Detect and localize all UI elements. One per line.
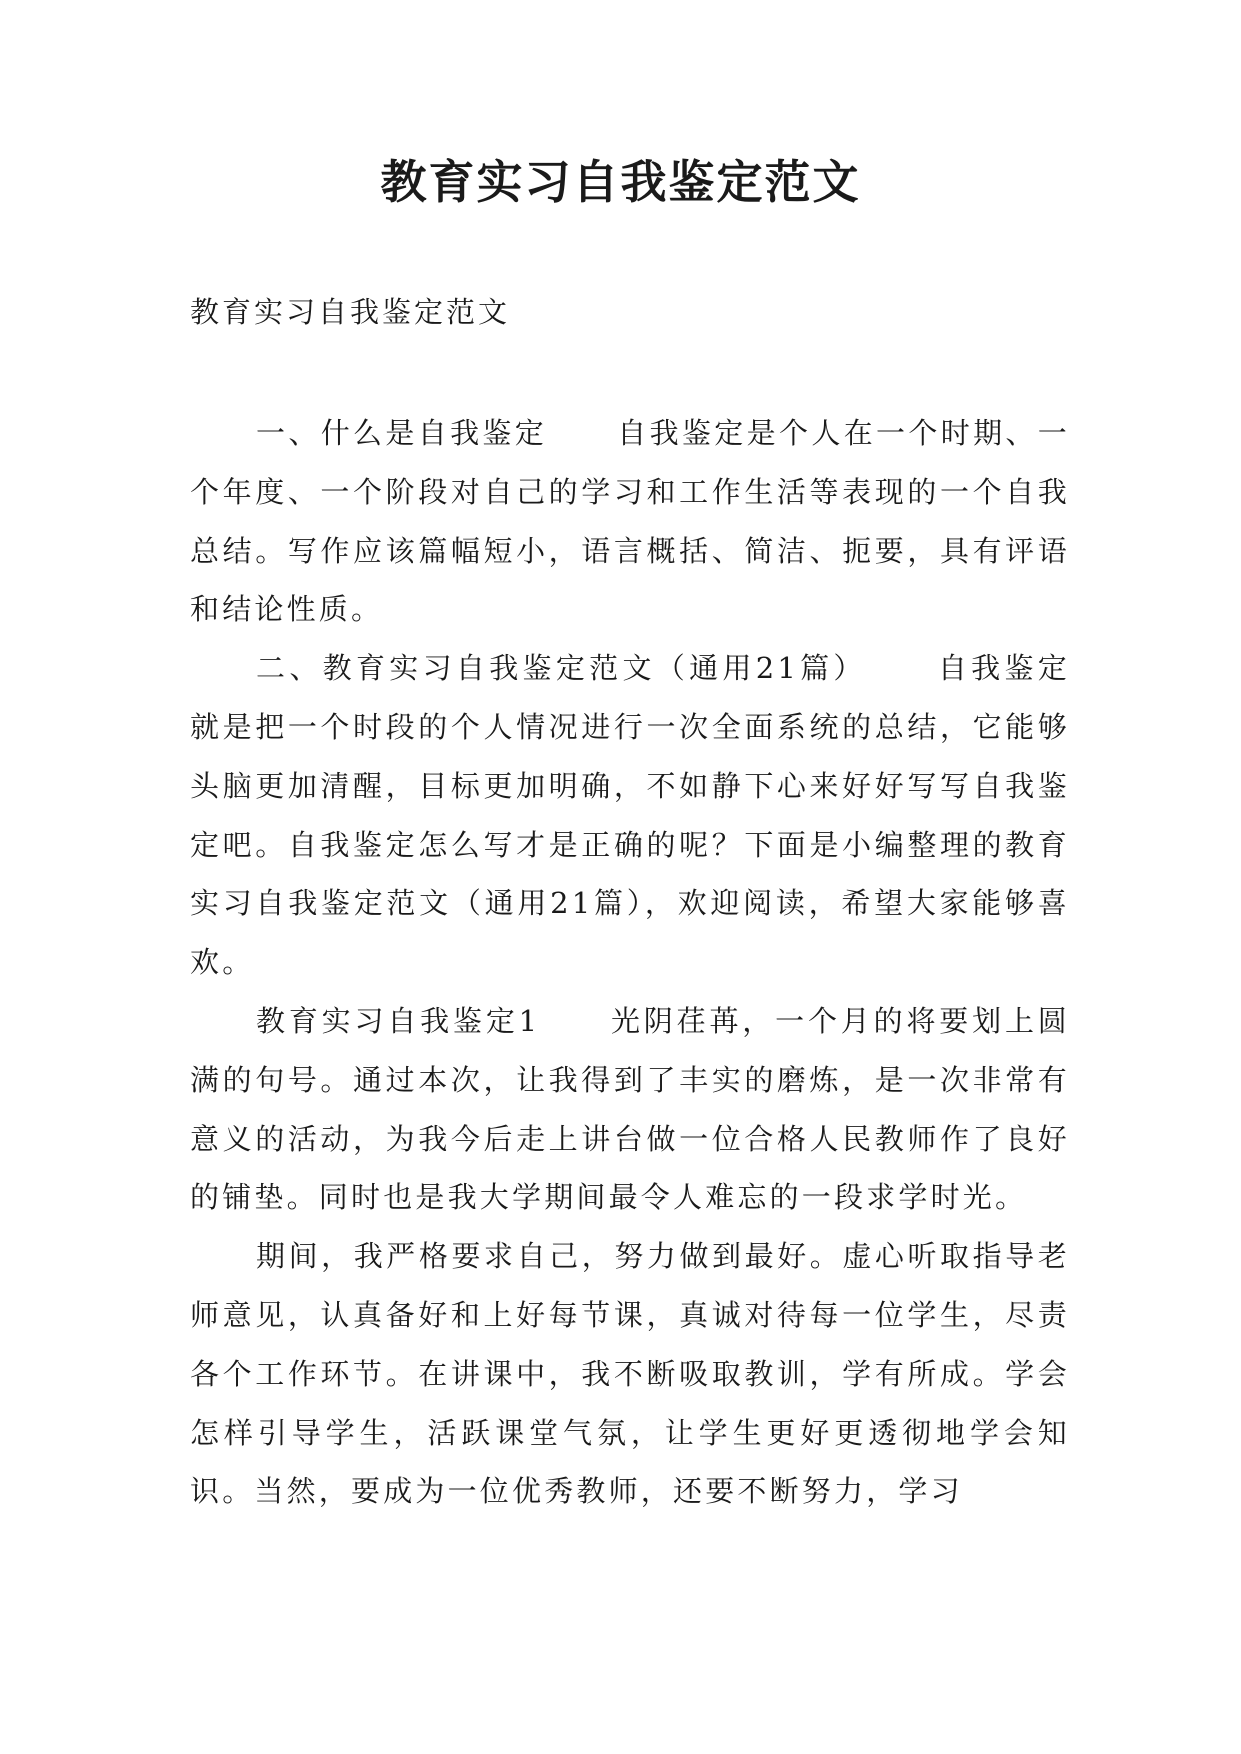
paragraph-text: 自我鉴定就是把一个时段的个人情况进行一次全面系统的总结，它能够头脑更加清醒，目标更加明确，不如静下心来好好写写自我鉴定吧。自我鉴定怎么写才是正确的呢？下面是小编整理的教育实习自我鉴定范文（通用21篇），欢迎阅读，希望大家能够喜欢。	[190, 651, 1071, 980]
paragraph-text: 自我鉴定是个人在一个时期、一个年度、一个阶段对自己的学习和工作生活等表现的一个自我总结。写作应该篇幅短小，语言概括、简洁、扼要，具有评语和结论性质。	[190, 416, 1070, 627]
paragraph-text: 期间，我严格要求自己，努力做到最好。虚心听取指导老师意见，认真备好和上好每节课，真诚对待每一位学生，尽责各个工作环节。在讲课中，我不断吸取教训，学有所成。学会怎样引导学生，活跃课堂气氛，让学生更好更透彻地学会知识。当然，要成为一位优秀教师，还要不断努力，学习	[190, 1239, 1070, 1509]
paragraph-text: 光阴荏苒，一个月的将要划上圆满的句号。通过本次，让我得到了丰实的磨炼，是一次非常有意义的活动，为我今后走上讲台做一位合格人民教师作了良好的铺垫。同时也是我大学期间最令人难忘的一段求学时光。	[190, 1003, 1070, 1215]
paragraph-what-is-self-evaluation	[190, 404, 1070, 639]
document-body	[190, 404, 1070, 1521]
paragraph-sample-intro	[190, 639, 1070, 992]
paragraph-sample-1	[190, 992, 1070, 1227]
paragraph-lead: 二、教育实习自我鉴定范文（通用21篇）	[256, 651, 867, 686]
paragraph-lead: 一、什么是自我鉴定	[256, 416, 548, 450]
paragraph-lead: 教育实习自我鉴定1	[256, 1003, 541, 1038]
document-subtitle: 教育实习自我鉴定范文	[190, 295, 511, 329]
page-title: 教育实习自我鉴定范文	[380, 155, 861, 209]
paragraph-sample-1-continued	[190, 1227, 1070, 1521]
